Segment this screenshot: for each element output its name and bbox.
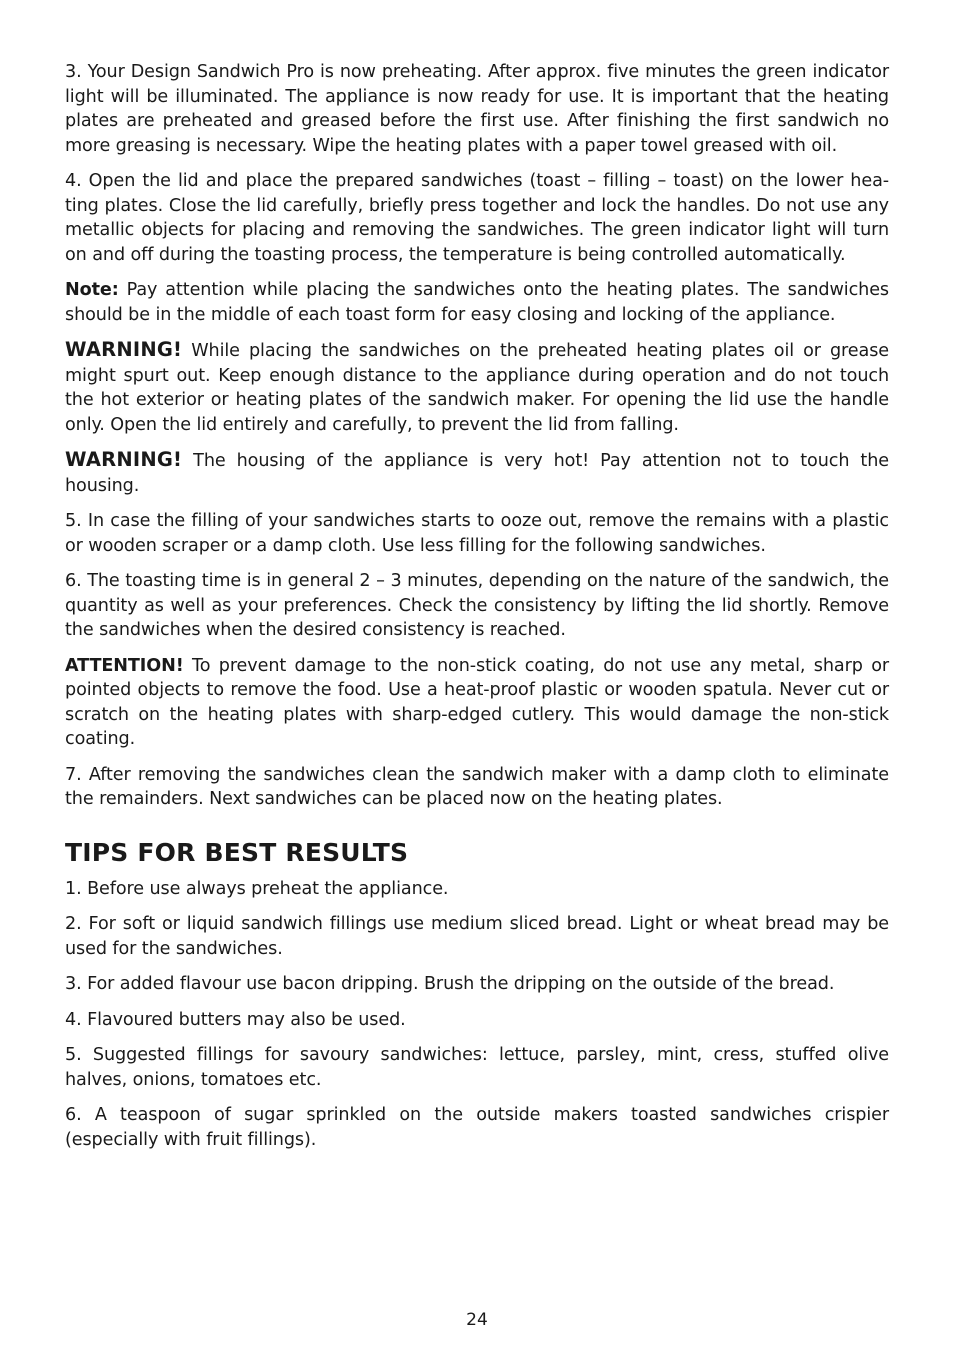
page-number: 24 [466,1310,488,1330]
warning-label: WARNING! [65,338,183,361]
tip-item: 1. Before use always preheat the appliance. [65,878,449,899]
tips-heading: TIPS FOR BEST RESULTS [65,837,409,867]
warning-text: While placing the sandwiches on the preheated heating plates oil or grease might spurt out. Keep enough distance to the appliance during operation and do not touch the hot exterior or heating plates of the sandwich maker. For opening the lid use the handle only. Open the lid entirely and carefully, to prevent the lid from falling. [65,341,889,435]
warning-paragraph-housing [65,448,889,498]
instruction-step-3: 3. Your Design Sandwich Pro is now preheating. After approx. five minutes the green indicator light will be illuminated. The appliance is now ready for use. It is important that the heating plates are preheated and greased before the first use. After finishing the first sandwich no more greasing is necessary. Wipe the heating plates with a paper towel greased with oil. [65,62,889,156]
tip-item: 6. A teaspoon of sugar sprinkled on the outside makers toasted sandwiches crispier (especially with fruit fillings). [65,1105,889,1150]
tip-item: 5. Suggested fillings for savoury sandwiches: lettuce, parsley, mint, cress, stuffed olive halves, onions, tomatoes etc. [65,1045,889,1090]
tip-item: 4. Flavoured butters may also be used. [65,1009,406,1030]
warning-text: The housing of the appliance is very hot! Pay attention not to touch the housing. [65,451,889,496]
note-paragraph [65,278,889,327]
instruction-step-5: 5. In case the filling of your sandwiches starts to ooze out, remove the remains with a plastic or wooden scraper or a damp cloth. Use less filling for the following sandwiches. [65,511,889,556]
warning-paragraph-spurt [65,338,889,437]
attention-paragraph [65,654,889,752]
instruction-step-6: 6. The toasting time is in general 2 – 3 minutes, depending on the nature of the sandwich, the quantity as well as your preferences. Check the consistency by lifting the lid shortly. Remove the sandwiches when the desired consistency is reached. [65,571,889,640]
note-label: Note: [65,280,119,300]
tip-item: 2. For soft or liquid sandwich fillings use medium sliced bread. Light or wheat bread may be used for the sandwiches. [65,914,889,959]
instruction-step-4: 4. Open the lid and place the prepared sandwiches (toast – filling – toast) on the lower hea-ting plates. Close the lid carefully, briefly press together and lock the handles. Do not use any metallic objects for placing and removing the sandwiches. The green indicator light will turn on and off during the toasting process, the temperature is being controlled automatically. [65,171,889,265]
warning-label: WARNING! [65,448,183,471]
tip-item: 3. For added flavour use bacon dripping. Brush the dripping on the outside of the bread. [65,974,835,994]
attention-label: ATTENTION! [65,655,184,676]
note-text: Pay attention while placing the sandwiches onto the heating plates. The sandwiches should be in the middle of each toast form for easy closing and locking of the appliance. [65,280,889,325]
instruction-step-7: 7. After removing the sandwiches clean the sandwich maker with a damp cloth to eliminate the remainders. Next sandwiches can be placed now on the heating plates. [65,764,889,809]
page-content [65,60,889,1163]
attention-text: To prevent damage to the non-stick coating, do not use any metal, sharp or pointed objects to remove the food. Use a heat-proof plastic or wooden spatula. Never cut or scratch on the heating plates with sharp-edged cutlery. This would damage the non-stick coating. [65,655,889,749]
